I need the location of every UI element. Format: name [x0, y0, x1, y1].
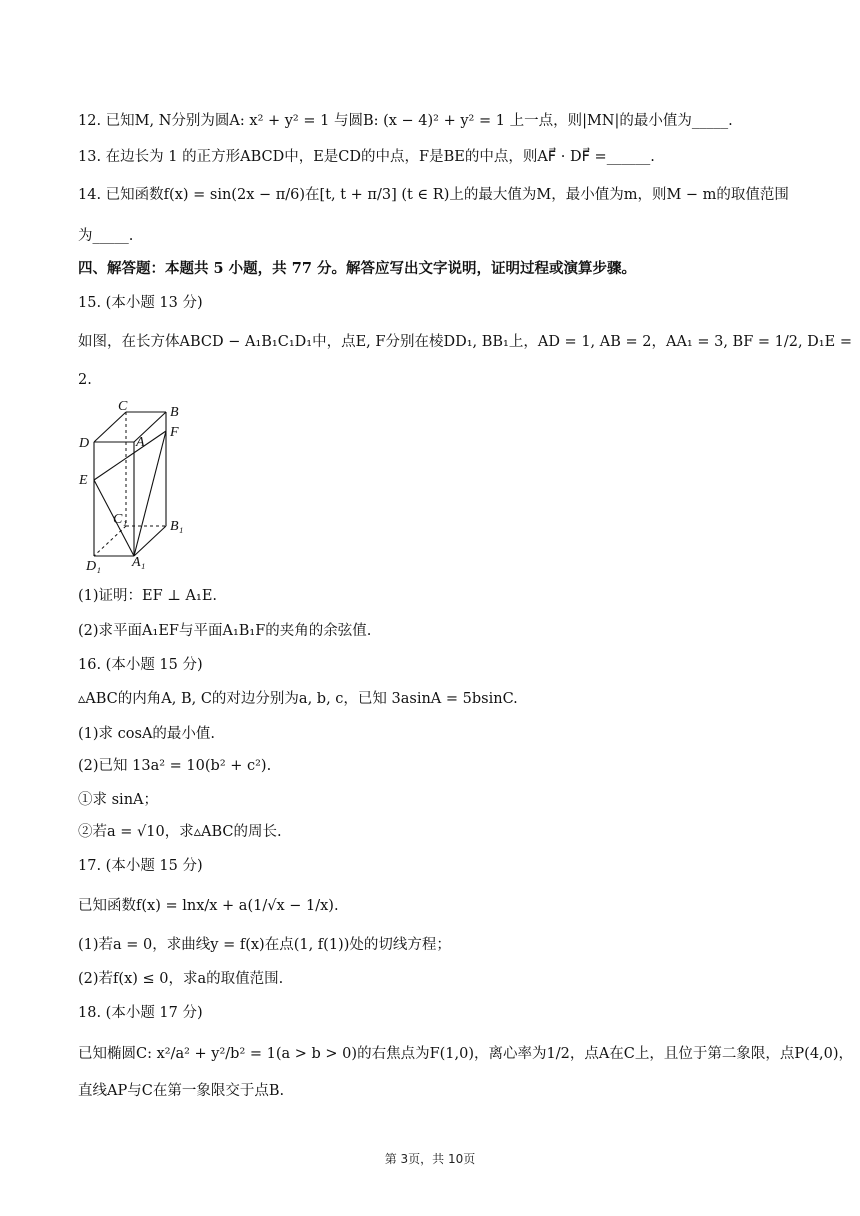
question-15-part2: (2)求平面A₁EF与平面A₁B₁F的夹角的余弦值. [78, 623, 372, 639]
edge-DC [94, 412, 126, 442]
label-E: E [79, 473, 88, 488]
question-12: 12. 已知M, N分别为圆A: x² + y² = 1 与圆B: (x − 4)² + y² = 1 上一点，则|MN|的最小值为_____. [78, 113, 733, 129]
label-D: D [79, 436, 90, 451]
label-A: A [136, 435, 145, 450]
question-16-part1: (1)求 cosA的最小值. [78, 726, 216, 742]
question-16-header: 16. (本小题 15 分) [78, 657, 203, 673]
question-15-header: 15. (本小题 13 分) [78, 295, 203, 311]
question-15-stem-cont: 2. [78, 372, 92, 388]
label-F: F [170, 425, 179, 440]
question-17-stem: 已知函数f(x) = lnx/x + a(1/√x − 1/x). [78, 898, 339, 914]
question-16-part2-i: ①求 sinA； [78, 792, 158, 808]
edge-A1B1 [134, 526, 166, 556]
label-B1: B₁ [170, 519, 184, 534]
question-14-cont: 为_____. [78, 228, 134, 244]
question-18-stem: 已知椭圆C: x²/a² + y²/b² = 1(a > b > 0)的右焦点为F(1,0)，离心率为1/2，点A在C上，且位于第二象限，点P(4,0)， [78, 1046, 854, 1062]
label-A1: A₁ [132, 555, 146, 570]
label-D1: D₁ [86, 559, 101, 573]
question-15-part1: (1)证明：EF ⊥ A₁E. [78, 588, 218, 604]
question-16-part2-ii: ②若a = √10，求▵ABC的周长. [78, 824, 282, 840]
page-footer: 第 3页，共 10页 [384, 1152, 476, 1166]
section-heading: 四、解答题：本题共 5 小题，共 77 分。解答应写出文字说明，证明过程或演算步骤。 [78, 260, 636, 277]
question-18-stem-cont: 直线AP与C在第一象限交于点B. [78, 1083, 285, 1099]
question-16-stem: ▵ABC的内角A, B, C的对边分别为a, b, c，已知 3asinA = 5bsinC. [78, 691, 518, 707]
label-C: C [118, 399, 128, 414]
question-16-part2: (2)已知 13a² = 10(b² + c²). [78, 758, 272, 774]
question-13: 13. 在边长为 1 的正方形ABCD中，E是CD的中点，F是BE的中点，则AF⃗ · DF⃗ =______. [78, 149, 655, 165]
question-14: 14. 已知函数f(x) = sin(2x − π/6)在[t, t + π/3] (t ∈ R)上的最大值为M，最小值为m，则M − m的取值范围 [78, 187, 789, 203]
question-17-part2: (2)若f(x) ≤ 0，求a的取值范围. [78, 971, 284, 987]
question-17-part1: (1)若a = 0，求曲线y = f(x)在点(1, f(1))处的切线方程； [78, 937, 451, 953]
cuboid-figure [76, 398, 206, 573]
question-15-stem: 如图，在长方体ABCD − A₁B₁C₁D₁中，点E, F分别在棱DD₁, BB₁上，AD = 1, AB = 2，AA₁ = 3, BF = 1/2, D₁E = [78, 334, 852, 350]
label-C1: C₁ [113, 512, 128, 527]
label-B: B [170, 405, 179, 420]
hidden-edge-C1D1 [94, 526, 126, 556]
question-17-header: 17. (本小题 15 分) [78, 858, 203, 874]
question-18-header: 18. (本小题 17 分) [78, 1005, 203, 1021]
